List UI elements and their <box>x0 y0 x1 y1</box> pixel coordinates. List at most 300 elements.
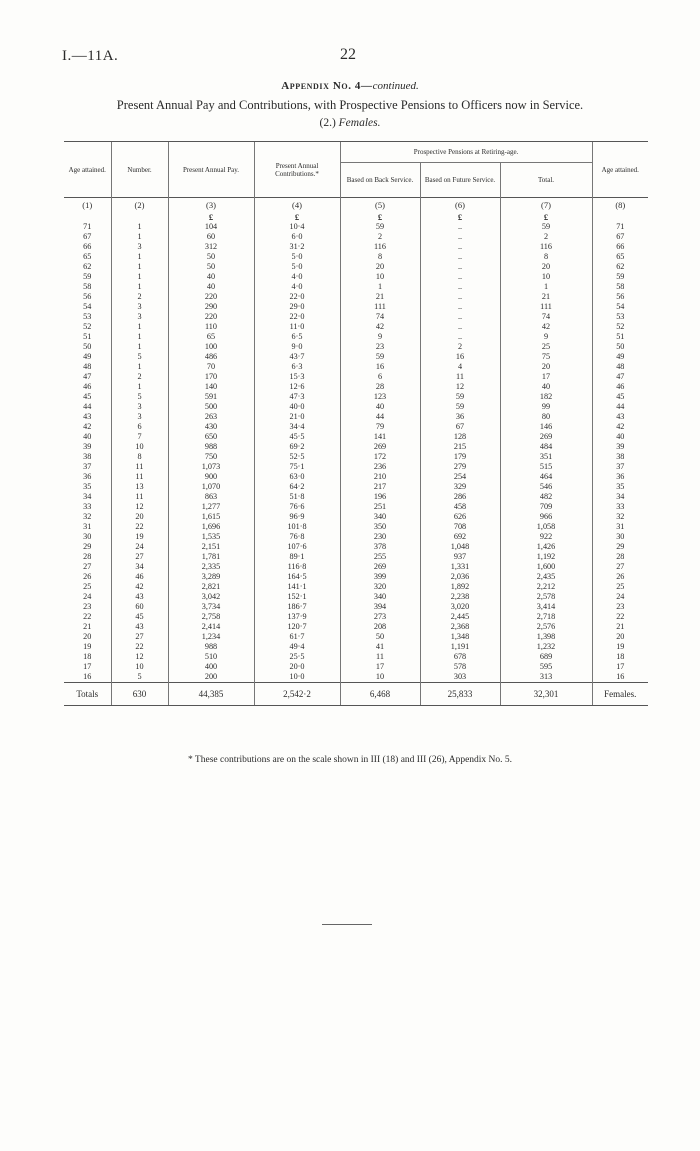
table-cell: 394 <box>340 602 420 612</box>
table-cell: 50 <box>168 262 254 272</box>
table-row <box>64 532 648 542</box>
table-cell: 595 <box>500 662 592 672</box>
table-row <box>64 362 648 372</box>
table-body <box>64 222 648 683</box>
table-cell: 937 <box>420 552 500 562</box>
table-cell: 76·8 <box>254 532 340 542</box>
table-row <box>64 292 648 302</box>
table-cell: 1,234 <box>168 632 254 642</box>
table-cell: 44 <box>340 412 420 422</box>
table-cell: 2,151 <box>168 542 254 552</box>
table-cell: 59 <box>340 222 420 232</box>
table-row <box>64 282 648 292</box>
table-cell: 1,696 <box>168 522 254 532</box>
table-cell: 27 <box>592 562 648 572</box>
table-cell: 152·1 <box>254 592 340 602</box>
table-row <box>64 402 648 412</box>
table-cell: 3,042 <box>168 592 254 602</box>
table-cell: 75·1 <box>254 462 340 472</box>
table-cell: 484 <box>500 442 592 452</box>
table-cell: 8 <box>500 252 592 262</box>
table-cell: 6·5 <box>254 332 340 342</box>
table-cell: 650 <box>168 432 254 442</box>
table-cell: 3 <box>111 312 168 322</box>
table-cell: 38 <box>83 452 92 461</box>
table-cell: 21·0 <box>254 412 340 422</box>
table-cell: 36 <box>83 472 92 481</box>
footnote: * These contributions are on the scale shown in III (18) and III (26), Appendix No. 5. <box>187 755 513 765</box>
table-cell: 1,277 <box>168 502 254 512</box>
table-row <box>64 542 648 552</box>
table-cell: 4 <box>420 362 500 372</box>
table-cell: 208 <box>340 622 420 632</box>
table-cell: 988 <box>168 642 254 652</box>
table-cell: 40 <box>340 402 420 412</box>
table-row <box>64 662 648 672</box>
table-cell: 22·0 <box>254 312 340 322</box>
table-cell: 50 <box>168 252 254 262</box>
table-cell: 351 <box>500 452 592 462</box>
table-cell: 60 <box>111 602 168 612</box>
table-cell: .. <box>420 332 500 342</box>
table-cell: 16 <box>83 672 92 681</box>
table-cell: 458 <box>420 502 500 512</box>
table-cell: 65 <box>592 252 648 262</box>
table-cell: 34 <box>592 492 648 502</box>
table-cell: 21 <box>500 292 592 302</box>
table-cell: 2,758 <box>168 612 254 622</box>
table-cell: 709 <box>500 502 592 512</box>
col-header-pay: Present Annual Pay. <box>168 142 254 198</box>
table-cell: 10 <box>340 672 420 683</box>
table-cell: 59 <box>420 402 500 412</box>
table-cell: 3,734 <box>168 602 254 612</box>
table-cell: 107·6 <box>254 542 340 552</box>
col-number: (7) <box>500 198 592 213</box>
table-cell: 43 <box>592 412 648 422</box>
totals-cell: 44,385 <box>168 683 254 706</box>
table-cell: 110 <box>168 322 254 332</box>
table-cell: 59 <box>500 222 592 232</box>
table-cell: 200 <box>168 672 254 683</box>
table-cell: 20 <box>83 632 92 641</box>
table-cell: .. <box>420 282 500 292</box>
table-cell: 350 <box>340 522 420 532</box>
table-cell: 20·0 <box>254 662 340 672</box>
table-cell: 12 <box>111 652 168 662</box>
table-cell: 89·1 <box>254 552 340 562</box>
table-cell: 22 <box>592 612 648 622</box>
pensions-table <box>64 141 648 706</box>
table-cell: 67 <box>83 232 92 241</box>
table-cell: 19 <box>592 642 648 652</box>
table-cell: 591 <box>168 392 254 402</box>
table-cell: 25 <box>83 582 92 591</box>
table-row <box>64 622 648 632</box>
table-cell: 37 <box>83 462 92 471</box>
table-cell: 10·0 <box>254 672 340 683</box>
table-cell: 2 <box>500 232 592 242</box>
table-cell: 59 <box>83 272 92 281</box>
divider <box>322 924 372 925</box>
table-cell: 20 <box>500 262 592 272</box>
table-cell: 28 <box>83 552 92 561</box>
col-header-total: Total. <box>500 163 592 198</box>
table-cell: 52 <box>592 322 648 332</box>
table-cell: 2,578 <box>500 592 592 602</box>
table-cell: 400 <box>168 662 254 672</box>
table-cell: 42 <box>500 322 592 332</box>
table-row <box>64 462 648 472</box>
table-cell: 47·3 <box>254 392 340 402</box>
appendix-continued: continued. <box>372 80 419 92</box>
col-number: (8) <box>592 198 648 213</box>
table-cell: 56 <box>592 292 648 302</box>
table-cell: 66 <box>592 242 648 252</box>
table-cell: 254 <box>420 472 500 482</box>
table-cell: 43 <box>111 622 168 632</box>
table-cell: 1,232 <box>500 642 592 652</box>
table-cell: 689 <box>500 652 592 662</box>
unit-pound: £ <box>254 212 340 222</box>
table-cell: 74 <box>500 312 592 322</box>
table-cell: 269 <box>340 442 420 452</box>
table-cell: 45 <box>111 612 168 622</box>
appendix-title <box>0 80 700 92</box>
table-cell: 44 <box>592 402 648 412</box>
table-cell: 9 <box>340 332 420 342</box>
table-cell: 26 <box>592 572 648 582</box>
table-cell: 28 <box>340 382 420 392</box>
table-cell: 62 <box>83 262 92 271</box>
table-cell: 42 <box>111 582 168 592</box>
table-cell: 28 <box>592 552 648 562</box>
table-cell: 40 <box>500 382 592 392</box>
table-cell: 12 <box>111 502 168 512</box>
table-cell: 2,368 <box>420 622 500 632</box>
table-cell: 16 <box>420 352 500 362</box>
table-cell: 1,070 <box>168 482 254 492</box>
table-cell: 210 <box>340 472 420 482</box>
table-cell: 215 <box>420 442 500 452</box>
table-cell: 56 <box>83 292 92 301</box>
table-row <box>64 242 648 252</box>
table-cell: 2,212 <box>500 582 592 592</box>
table-cell: 220 <box>168 292 254 302</box>
table-row <box>64 512 648 522</box>
table-row <box>64 492 648 502</box>
table-row <box>64 252 648 262</box>
table-cell: 6·3 <box>254 362 340 372</box>
table-cell: 76·6 <box>254 502 340 512</box>
col-number: (4) <box>254 198 340 213</box>
table-cell: 141·1 <box>254 582 340 592</box>
table-cell: 70 <box>168 362 254 372</box>
table-cell: 6·0 <box>254 232 340 242</box>
table-cell: 11·0 <box>254 322 340 332</box>
table-cell: 1 <box>111 342 168 352</box>
table-row <box>64 352 648 362</box>
table-cell: 922 <box>500 532 592 542</box>
col-header-age: Age attained. <box>64 142 111 198</box>
table-cell: 34 <box>83 492 92 501</box>
table-cell: 220 <box>168 312 254 322</box>
table-cell: 11 <box>111 462 168 472</box>
table-cell: 1,048 <box>420 542 500 552</box>
table-cell: 24 <box>83 592 92 601</box>
table-cell: 47 <box>592 372 648 382</box>
totals-cell: 25,833 <box>420 683 500 706</box>
table-cell: 12 <box>420 382 500 392</box>
table-cell: 48 <box>592 362 648 372</box>
table-cell: 22·0 <box>254 292 340 302</box>
table-cell: 67 <box>420 422 500 432</box>
table-cell: 303 <box>420 672 500 683</box>
table-cell: 1,600 <box>500 562 592 572</box>
table-cell: 286 <box>420 492 500 502</box>
table-cell: 59 <box>592 272 648 282</box>
table-cell: 48 <box>83 362 92 371</box>
table-cell: 1,331 <box>420 562 500 572</box>
table-cell: 50 <box>83 342 92 351</box>
table-cell: 3,020 <box>420 602 500 612</box>
table-cell: 5 <box>111 392 168 402</box>
table-cell: 3 <box>111 302 168 312</box>
table-cell: 340 <box>340 512 420 522</box>
table-row <box>64 342 648 352</box>
table-cell: 4·0 <box>254 282 340 292</box>
table-cell: 111 <box>500 302 592 312</box>
table-cell: 51·8 <box>254 492 340 502</box>
table-cell: 578 <box>420 662 500 672</box>
table-cell: 33 <box>592 502 648 512</box>
table-cell: 23 <box>592 602 648 612</box>
table-cell: 40·0 <box>254 402 340 412</box>
table-cell: 500 <box>168 402 254 412</box>
table-cell: 29 <box>592 542 648 552</box>
table-row <box>64 272 648 282</box>
table-row <box>64 592 648 602</box>
table-cell: 43·7 <box>254 352 340 362</box>
table-cell: 101·8 <box>254 522 340 532</box>
table-cell: 31 <box>592 522 648 532</box>
table-cell: 40 <box>168 272 254 282</box>
table-cell: 1,348 <box>420 632 500 642</box>
table-cell: 2,335 <box>168 562 254 572</box>
col-number: (2) <box>111 198 168 213</box>
table-cell: 5 <box>111 672 168 683</box>
table-cell: 39 <box>83 442 92 451</box>
table-cell: 65 <box>168 332 254 342</box>
table-row <box>64 572 648 582</box>
col-header-pensions-group: Prospective Pensions at Retiring-age. <box>340 142 592 163</box>
unit-pound: £ <box>340 212 420 222</box>
table-cell: .. <box>420 252 500 262</box>
table-cell: 40 <box>592 432 648 442</box>
table-cell: 60 <box>168 232 254 242</box>
table-cell: 42 <box>83 422 92 431</box>
table-cell: 378 <box>340 542 420 552</box>
section-heading <box>0 117 700 129</box>
table-cell: 1,058 <box>500 522 592 532</box>
table-cell: 71 <box>592 222 648 232</box>
table-cell: 1 <box>111 362 168 372</box>
table-cell: 236 <box>340 462 420 472</box>
table-cell: 23 <box>83 602 92 611</box>
table-cell: 329 <box>420 482 500 492</box>
table-cell: 116·8 <box>254 562 340 572</box>
table-cell: 46 <box>592 382 648 392</box>
table-row <box>64 502 648 512</box>
table-cell: .. <box>420 232 500 242</box>
section-number: (2.) <box>319 117 339 129</box>
table-cell: 11 <box>111 492 168 502</box>
table-cell: 863 <box>168 492 254 502</box>
table-cell: .. <box>420 242 500 252</box>
table-cell: 36 <box>420 412 500 422</box>
table-cell: 67 <box>592 232 648 242</box>
table-cell: 22 <box>111 642 168 652</box>
table-cell: 3 <box>111 242 168 252</box>
table-cell: 35 <box>83 482 92 491</box>
table-cell: 30 <box>83 532 92 541</box>
table-cell: 51 <box>83 332 92 341</box>
table-cell: 6 <box>340 372 420 382</box>
table-cell: 626 <box>420 512 500 522</box>
table-row <box>64 632 648 642</box>
table-row <box>64 452 648 462</box>
table-cell: 54 <box>592 302 648 312</box>
table-cell: 988 <box>168 442 254 452</box>
table-row <box>64 412 648 422</box>
table-cell: 2,445 <box>420 612 500 622</box>
table-cell: 966 <box>500 512 592 522</box>
table-cell: 42 <box>592 422 648 432</box>
table-cell: 21 <box>592 622 648 632</box>
table-cell: 37 <box>592 462 648 472</box>
table-cell: 486 <box>168 352 254 362</box>
table-cell: 399 <box>340 572 420 582</box>
table-cell: 54 <box>83 302 92 311</box>
col-number: (6) <box>420 198 500 213</box>
table-row <box>64 392 648 402</box>
table-cell: 69·2 <box>254 442 340 452</box>
table-cell: 140 <box>168 382 254 392</box>
table-cell: 22 <box>111 522 168 532</box>
table-cell: 39 <box>592 442 648 452</box>
table-cell: 5·0 <box>254 262 340 272</box>
table-cell: 17 <box>500 372 592 382</box>
table-cell: 59 <box>340 352 420 362</box>
table-cell: 34·4 <box>254 422 340 432</box>
totals-label: Totals <box>64 683 111 706</box>
table-cell: 1,535 <box>168 532 254 542</box>
table-cell: 1,781 <box>168 552 254 562</box>
table-cell: 172 <box>340 452 420 462</box>
table-cell: 36 <box>592 472 648 482</box>
table-cell: 340 <box>340 592 420 602</box>
table-cell: 116 <box>340 242 420 252</box>
table-row <box>64 222 648 232</box>
table-cell: 1 <box>111 222 168 232</box>
table-row <box>64 422 648 432</box>
table-title: Present Annual Pay and Contributions, with Prospective Pensions to Officers now in Service. <box>116 98 584 112</box>
table-cell: 120·7 <box>254 622 340 632</box>
table-cell: 65 <box>83 252 92 261</box>
table-cell: 10 <box>111 442 168 452</box>
table-row <box>64 472 648 482</box>
table-cell: 708 <box>420 522 500 532</box>
table-cell: 49 <box>592 352 648 362</box>
col-header-future-service: Based on Future Service. <box>420 163 500 198</box>
table-cell: 692 <box>420 532 500 542</box>
table-row <box>64 602 648 612</box>
table-cell: 26 <box>83 572 92 581</box>
table-row <box>64 262 648 272</box>
table-cell: 99 <box>500 402 592 412</box>
table-cell: 2,238 <box>420 592 500 602</box>
table-cell: 62 <box>592 262 648 272</box>
table-cell: 104 <box>168 222 254 232</box>
table-cell: 1 <box>111 272 168 282</box>
table-cell: 1,426 <box>500 542 592 552</box>
table-row <box>64 482 648 492</box>
table-cell: 49 <box>83 352 92 361</box>
table-cell: 123 <box>340 392 420 402</box>
table-cell: 141 <box>340 432 420 442</box>
col-header-contributions: Present Annual Contributions.* <box>254 142 340 198</box>
table-cell: 41 <box>340 642 420 652</box>
table-cell: 1 <box>500 282 592 292</box>
table-cell: .. <box>420 272 500 282</box>
table-cell: 10 <box>111 662 168 672</box>
table-row <box>64 562 648 572</box>
table-cell: 515 <box>500 462 592 472</box>
page-number: 22 <box>340 46 356 63</box>
totals-cell: 32,301 <box>500 683 592 706</box>
column-number-row <box>64 198 648 213</box>
table-cell: 30 <box>592 532 648 542</box>
table-cell: 16 <box>340 362 420 372</box>
table-cell: 8 <box>111 452 168 462</box>
table-cell: 53 <box>592 312 648 322</box>
table-cell: 2 <box>111 372 168 382</box>
document-reference: I.—11A. <box>62 48 119 64</box>
col-header-age-right: Age attained. <box>592 142 648 198</box>
table-cell: 44 <box>83 402 92 411</box>
table-cell: 1,398 <box>500 632 592 642</box>
table-cell: 146 <box>500 422 592 432</box>
table-cell: 320 <box>340 582 420 592</box>
table-cell: 22 <box>83 612 92 621</box>
table-row <box>64 652 648 662</box>
table-cell: 1 <box>340 282 420 292</box>
table-cell: 116 <box>500 242 592 252</box>
table-cell: 10 <box>500 272 592 282</box>
table-cell: 50 <box>592 342 648 352</box>
table-cell: 2,718 <box>500 612 592 622</box>
table-cell: 2,414 <box>168 622 254 632</box>
table-cell: 510 <box>168 652 254 662</box>
table-cell: 31 <box>83 522 92 531</box>
totals-cell: 6,468 <box>340 683 420 706</box>
table-cell: 182 <box>500 392 592 402</box>
table-cell: 279 <box>420 462 500 472</box>
totals-females: Females. <box>592 683 648 706</box>
appendix-label: Appendix No. 4— <box>281 80 373 92</box>
table-cell: 20 <box>111 512 168 522</box>
unit-pound: £ <box>420 212 500 222</box>
